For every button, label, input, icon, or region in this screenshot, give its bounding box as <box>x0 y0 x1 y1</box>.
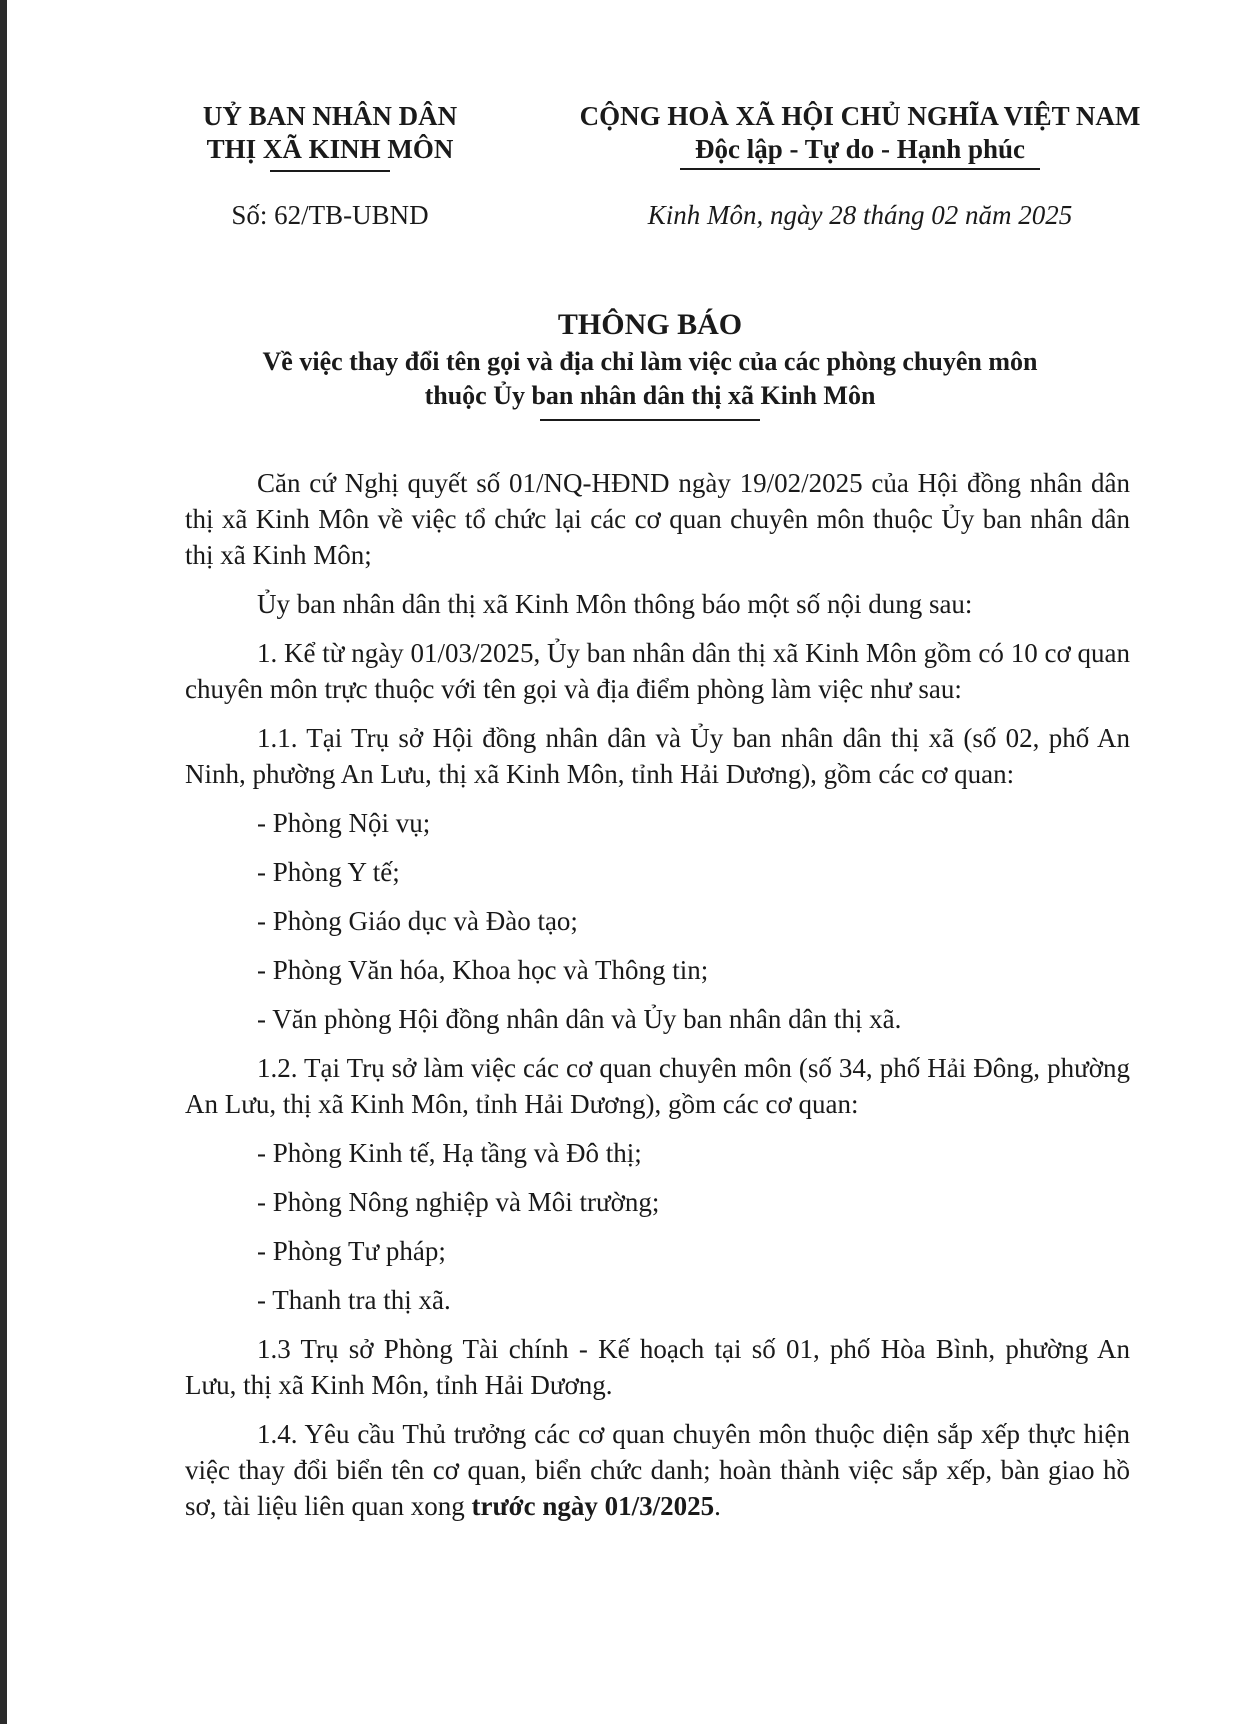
agency-line-1: UỶ BAN NHÂN DÂN <box>202 101 458 131</box>
section-1-2: 1.2. Tại Trụ sở làm việc các cơ quan chuyên môn (số 34, phố Hải Đông, phường An Lưu, thị xã Kinh Môn, tỉnh Hải Dương), gồm các cơ quan: <box>185 1053 1130 1119</box>
document-body <box>185 465 1130 1537</box>
list-item: - Phòng Kinh tế, Hạ tầng và Đô thị; <box>257 1138 642 1168</box>
section-1-4-end: . <box>714 1491 721 1521</box>
list-item: - Thanh tra thị xã. <box>257 1285 451 1315</box>
title-sub-line-2: thuộc Ủy ban nhân dân thị xã Kinh Môn <box>424 381 876 410</box>
basis-paragraph: Căn cứ Nghị quyết số 01/NQ-HĐND ngày 19/02/2025 của Hội đồng nhân dân thị xã Kinh Môn về việc tổ chức lại các cơ quan chuyên môn thuộc Ủy ban nhân dân thị xã Kinh Môn; <box>185 468 1130 570</box>
document-number: Số: 62/TB-UBND <box>231 200 429 230</box>
issuing-agency <box>180 100 480 172</box>
section-1-4-text: 1.4. Yêu cầu Thủ trưởng các cơ quan chuyên môn thuộc diện sắp xếp thực hiện việc thay đổi biển tên cơ quan, biển chức danh; hoàn thành việc sắp xếp, bàn giao hồ sơ, tài liệu liên quan xong <box>185 1419 1130 1521</box>
list-item: - Phòng Nông nghiệp và Môi trường; <box>257 1187 660 1217</box>
motto-underline <box>680 168 1040 170</box>
place-and-date: Kinh Môn, ngày 28 tháng 02 năm 2025 <box>647 200 1073 230</box>
list-item: - Văn phòng Hội đồng nhân dân và Ủy ban nhân dân thị xã. <box>257 1004 902 1034</box>
list-item: - Phòng Văn hóa, Khoa học và Thông tin; <box>257 955 709 985</box>
list-item: - Phòng Y tế; <box>257 857 400 887</box>
deadline-bold: trước ngày 01/3/2025 <box>471 1491 715 1521</box>
section-1: 1. Kể từ ngày 01/03/2025, Ủy ban nhân dân thị xã Kinh Môn gồm có 10 cơ quan chuyên môn trực thuộc với tên gọi và địa điểm phòng làm việc như sau: <box>185 638 1130 704</box>
document-title <box>150 305 1150 421</box>
national-motto <box>560 100 1160 170</box>
agency-underline <box>270 170 390 172</box>
title-sub-line-1: Về việc thay đổi tên gọi và địa chỉ làm việc của các phòng chuyên môn <box>262 347 1038 376</box>
section-1-3: 1.3 Trụ sở Phòng Tài chính - Kế hoạch tại số 01, phố Hòa Bình, phường An Lưu, thị xã Kinh Môn, tỉnh Hải Dương. <box>185 1334 1130 1400</box>
list-item: - Phòng Giáo dục và Đào tạo; <box>257 906 578 936</box>
section-1-1: 1.1. Tại Trụ sở Hội đồng nhân dân và Ủy ban nhân dân thị xã (số 02, phố An Ninh, phường An Lưu, thị xã Kinh Môn, tỉnh Hải Dương), gồm các cơ quan: <box>185 723 1130 789</box>
section-1-4 <box>185 1416 1130 1524</box>
title-main: THÔNG BÁO <box>557 308 743 341</box>
title-underline <box>540 419 760 421</box>
nation-line-2: Độc lập - Tự do - Hạnh phúc <box>694 134 1026 164</box>
list-item: - Phòng Tư pháp; <box>257 1236 446 1266</box>
agency-line-2: THỊ XÃ KINH MÔN <box>206 134 454 164</box>
nation-line-1: CỘNG HOÀ XÃ HỘI CHỦ NGHĨA VIỆT NAM <box>579 101 1141 131</box>
list-item: - Phòng Nội vụ; <box>257 808 431 838</box>
intro-paragraph: Ủy ban nhân dân thị xã Kinh Môn thông báo một số nội dung sau: <box>257 589 973 619</box>
